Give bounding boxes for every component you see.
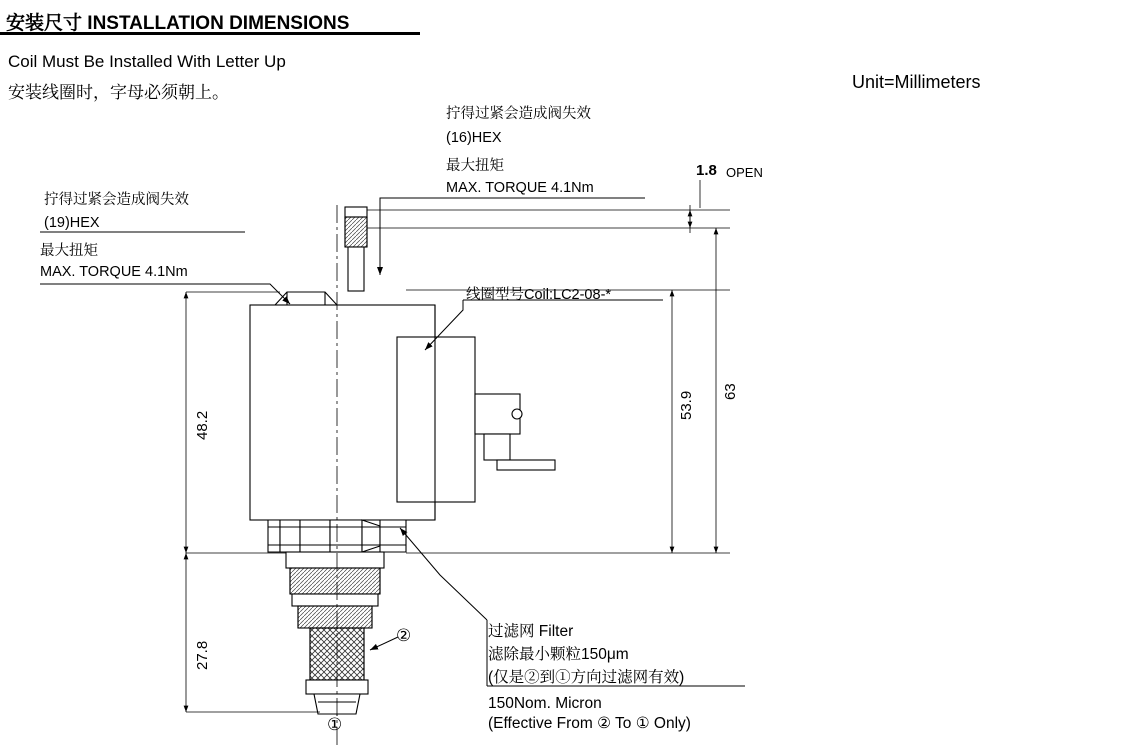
filter-line4: 150Nom. Micron [488, 695, 602, 712]
filter-line3: (仅是②到①方向过滤网有效) [488, 669, 685, 686]
coil-inner-block [397, 337, 475, 502]
connector-pin [512, 409, 522, 419]
left-torque-line2: (19)HEX [44, 215, 100, 231]
stem-thread [345, 217, 367, 247]
filter-line2: 滤除最小颗粒150μm [488, 646, 629, 663]
port-1-label: ① [327, 715, 343, 734]
coil-note-cn: 安装线圈时，字母必须朝上。 [8, 83, 229, 102]
page-title-cn: 安装尺寸 [6, 13, 83, 34]
coil-model-label: 线圈型号Coil:LC2-08-* [466, 287, 612, 303]
connector-neck [484, 434, 510, 460]
left-torque-line4: MAX. TORQUE 4.1Nm [40, 264, 188, 280]
dim-48-2: 48.2 [194, 410, 211, 440]
hex-nut-left [268, 520, 280, 552]
dim-53-9: 53.9 [678, 390, 695, 420]
left-torque-line1: 拧得过紧会造成阀失效 [44, 192, 189, 208]
hex-nut-right [380, 520, 406, 552]
open-dim-value: 1.8 [696, 162, 717, 179]
dim-27-8: 27.8 [194, 640, 211, 670]
unit-label: Unit=Millimeters [852, 72, 981, 92]
cartridge-thread-upper [290, 568, 380, 594]
coil-note-en: Coil Must Be Installed With Letter Up [8, 52, 286, 71]
stem-shaft [348, 247, 364, 291]
dim-63: 63 [722, 383, 739, 400]
valve-body-geometry [250, 207, 555, 714]
filter-line5: (Effective From ② To ① Only) [488, 715, 691, 732]
open-dim-label: OPEN [726, 165, 763, 180]
left-torque-line3: 最大扭矩 [40, 243, 98, 259]
filter-line1: 过滤网 Filter [488, 623, 574, 640]
page-title-en: INSTALLATION DIMENSIONS [87, 13, 350, 34]
top-torque-line4: MAX. TORQUE 4.1Nm [446, 180, 594, 196]
stem-top-cap [345, 207, 367, 217]
cartridge-thread-lower [298, 606, 372, 628]
top-torque-line2: (16)HEX [446, 130, 502, 146]
top-torque-line1: 拧得过紧会造成阀失效 [446, 106, 591, 122]
port-2-label: ② [396, 626, 412, 645]
connector-tab [497, 460, 555, 470]
top-torque-line3: 最大扭矩 [446, 158, 504, 174]
cartridge-shoulder [286, 552, 384, 568]
